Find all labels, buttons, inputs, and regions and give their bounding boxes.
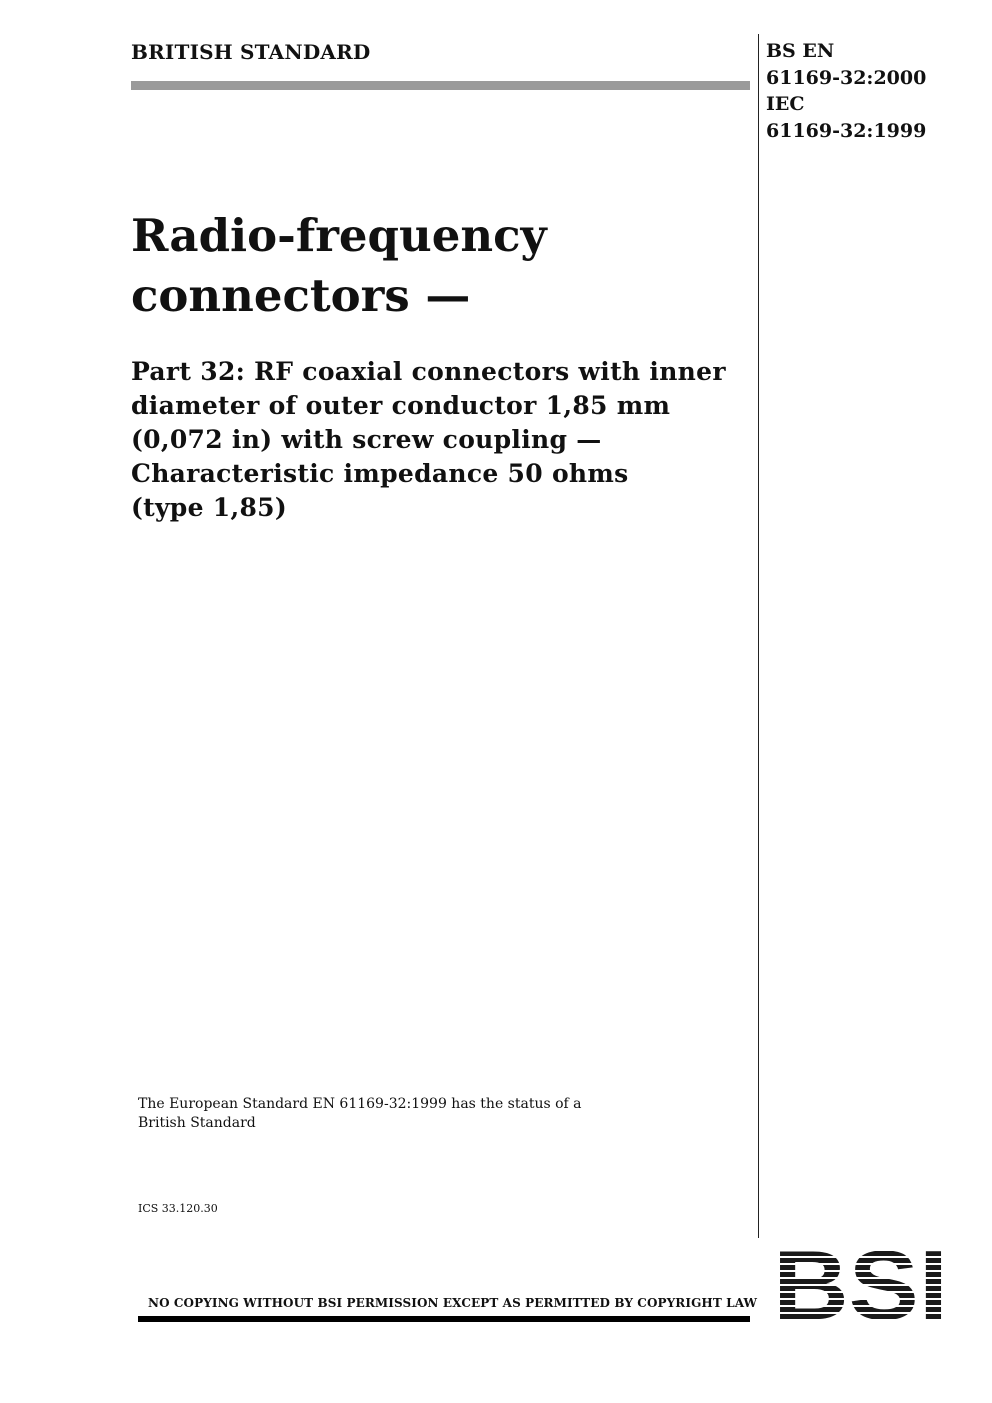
standard-number-line: IEC <box>766 93 805 115</box>
status-note-line: British Standard <box>138 1115 256 1131</box>
subtitle-line: Part 32: RF coaxial connectors with inner <box>131 357 726 386</box>
copyright-notice: NO COPYING WITHOUT BSI PERMISSION EXCEPT AS PERMITTED BY COPYRIGHT LAW <box>148 1296 758 1310</box>
document-subtitle <box>131 355 746 525</box>
document-title <box>131 206 741 326</box>
subtitle-line: Characteristic impedance 50 ohms <box>131 459 629 488</box>
document-type-label: BRITISH STANDARD <box>131 40 371 64</box>
status-note <box>138 1095 598 1133</box>
footer-rule <box>138 1316 750 1322</box>
subtitle-line: diameter of outer conductor 1,85 mm <box>131 391 671 420</box>
standard-number-line: 61169-32:1999 <box>766 119 927 142</box>
standard-number-line: BS EN <box>766 40 835 62</box>
status-note-line: The European Standard EN 61169-32:1999 has the status of a <box>138 1096 582 1112</box>
standard-numbers <box>766 38 926 144</box>
standard-number-line: 61169-32:2000 <box>766 66 927 89</box>
ics-code: ICS 33.120.30 <box>138 1202 218 1215</box>
subtitle-line: (0,072 in) with screw coupling — <box>131 425 602 454</box>
column-divider <box>758 34 759 1238</box>
title-line: connectors — <box>131 269 471 322</box>
subtitle-line: (type 1,85) <box>131 493 288 522</box>
title-line: Radio-frequency <box>131 209 547 262</box>
header-rule <box>131 81 750 90</box>
bsi-logo-icon <box>773 1244 948 1321</box>
